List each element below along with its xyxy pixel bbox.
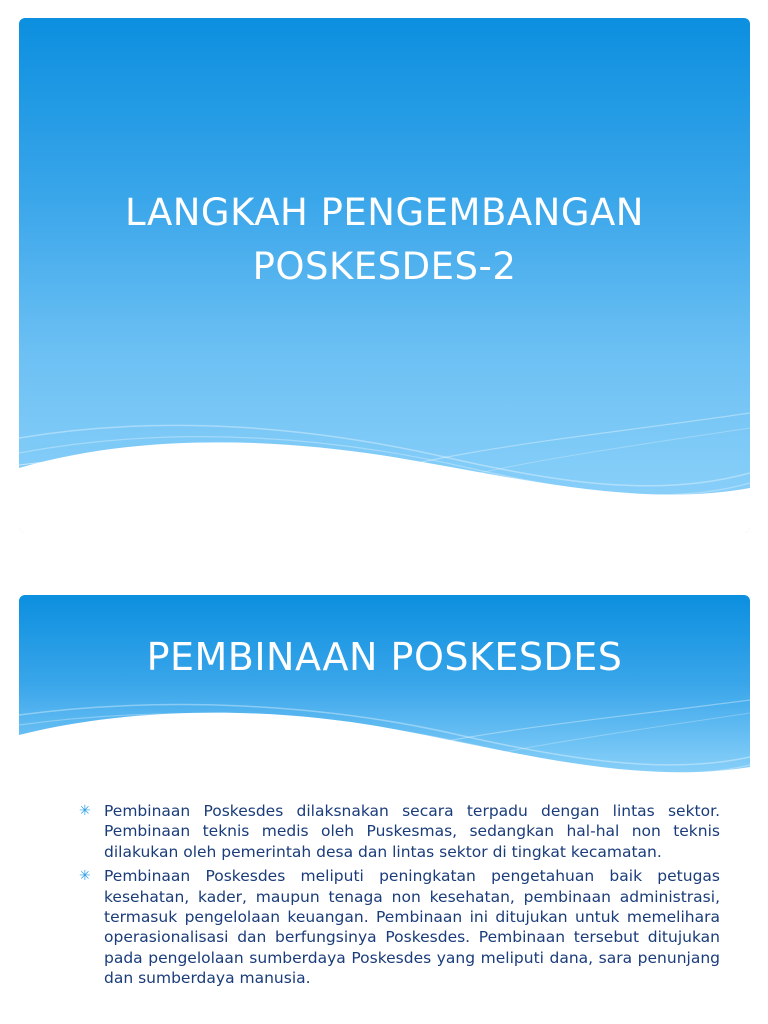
bullet-list — [79, 801, 720, 993]
slide-title: PEMBINAAN POSKESDES — [146, 635, 623, 679]
bullet-star-icon: ✳ — [79, 803, 91, 819]
slide-title-line1: LANGKAH PENGEMBANGAN — [124, 191, 644, 234]
content-slide — [19, 595, 750, 1024]
list-item — [79, 866, 720, 988]
slide-header — [19, 595, 750, 795]
wave-decoration — [19, 595, 750, 795]
slide-title — [19, 186, 750, 294]
bullet-star-icon: ✳ — [79, 868, 91, 885]
title-slide — [19, 18, 750, 533]
list-item — [79, 801, 720, 862]
slide-title-line2: POSKESDES-2 — [252, 245, 517, 288]
bullet-text: Pembinaan Poskesdes dilaksnakan secara terpadu dengan lintas sektor. Pembinaan teknis medis oleh Puskesmas, sedangkan hal-hal non teknis dilakukan oleh pemerintah desa dan lintas sektor di tingkat kecamatan. — [104, 802, 720, 861]
bullet-text: Pembinaan Poskesdes meliputi peningkatan pengetahuan baik petugas kesehatan, kader, maupun tenaga non kesehatan, pembinaan administrasi, termasuk pengelolaan keuangan. Pembinaan ini ditujukan untuk memelihara operasionalisasi dan berfungsinya Poskesdes. Pembinaan tersebut ditujukan pada pengelolaan sumberdaya Poskesdes yang meliputi dana, sara penunjang dan sumberdaya manusia. — [104, 867, 720, 988]
